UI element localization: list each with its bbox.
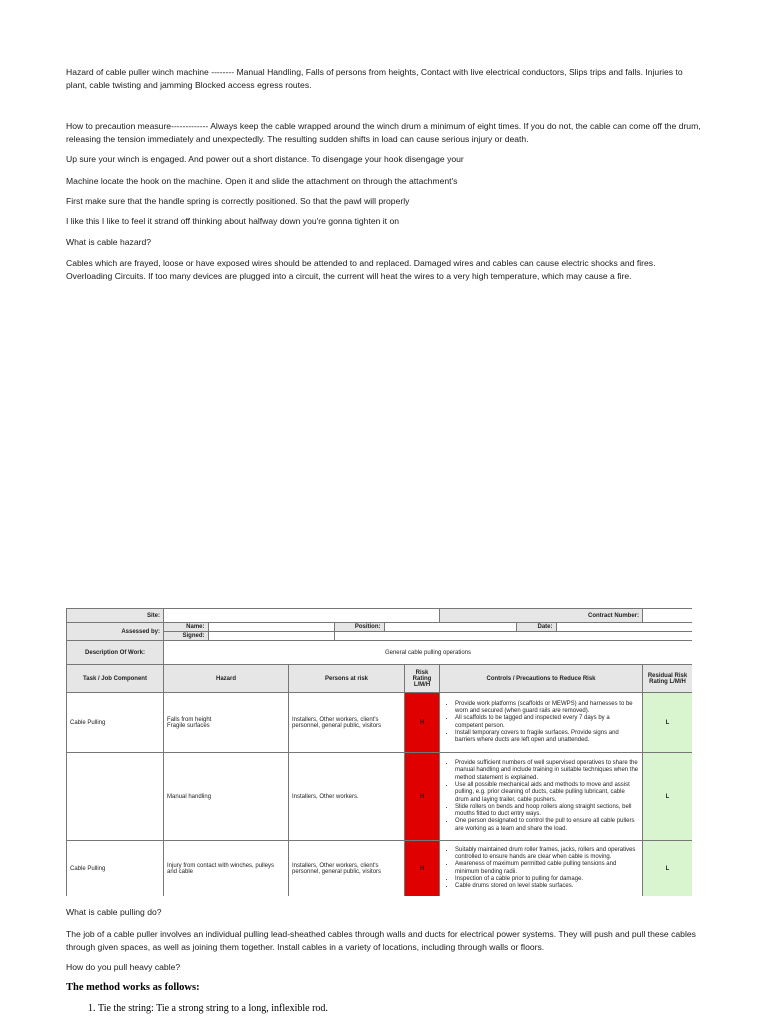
- control-item: • All scaffolds to be tagged and inspected every 7 days by a competent person.: [455, 715, 639, 730]
- heavy-cable-question: How do you pull heavy cable?: [66, 962, 181, 972]
- row-controls: [440, 841, 643, 897]
- date-label: Date:: [516, 623, 556, 632]
- header-persons: Persons at risk: [289, 665, 405, 693]
- table-row: [67, 693, 693, 753]
- control-item: • Provide sufficient numbers of well supervised operatives to share the manual handling and include training in suitable techniques when the method statement is explained.: [455, 760, 639, 782]
- control-item: • Suitably maintained drum roller frames, jacks, rollers and operatives controlled to ensure hands are clear when cable is moving.: [455, 847, 639, 862]
- control-item: • Use all possible mechanical aids and methods to move and assist pulling, e.g. prior cleaning of ducts, cable pulling lubricant, cable drum and laying trailer, cable pushers.: [455, 782, 639, 804]
- cable-pulling-answer: The job of a cable puller involves an individual pulling lead-sheathed cables through walls and ducts for electrical power systems. They will push and pull these cables through given spaces, as well as joining them together. Install cables in a variety of locations, including through walls or floors.: [66, 929, 696, 952]
- control-item: • Install temporary covers to fragile surfaces. Provide signs and barriers where ducts are left open and unattended.: [455, 730, 639, 745]
- method-list: [80, 1003, 328, 1014]
- name-field[interactable]: [208, 623, 334, 632]
- row-residual-rating: L: [643, 841, 692, 897]
- row-hazard: Falls from height Fragile surfaces: [164, 693, 289, 753]
- date-field[interactable]: [556, 623, 692, 632]
- signed-label: Signed:: [164, 632, 208, 641]
- row-risk-rating: H: [405, 753, 440, 841]
- cable-hazard-question: What is cable hazard?: [66, 237, 152, 247]
- locate-hook-paragraph: Machine locate the hook on the machine. Open it and slide the attachment on through the attachment's: [66, 176, 458, 186]
- row-hazard: Injury from contact with winches, pulleys and cable: [164, 841, 289, 897]
- header-risk: Risk Rating L/M/H: [405, 665, 440, 693]
- row-controls: [440, 693, 643, 753]
- description-value: General cable pulling operations: [164, 641, 693, 665]
- site-value[interactable]: [164, 609, 440, 623]
- row-hazard: Manual handling: [164, 753, 289, 841]
- control-item: • Awareness of maximum permitted cable pulling tensions and minimum bending radii.: [455, 861, 639, 876]
- control-item: • Slide rollers on bends and hoop rollers along straight sections, bell mouths fitted to duct entry ways.: [455, 804, 639, 819]
- row-task: Cable Pulling: [67, 841, 164, 897]
- row-risk-rating: H: [405, 693, 440, 753]
- risk-assessment-table: [66, 608, 692, 896]
- control-item: • Inspection of a cable prior to pulling for damage.: [455, 876, 639, 883]
- row-persons: Installers, Other workers, client's personnel, general public, visitors: [289, 693, 405, 753]
- header-controls: Controls / Precautions to Reduce Risk: [440, 665, 643, 693]
- row-task: Cable Pulling: [67, 693, 164, 753]
- assessed-by-label: Assessed by:: [67, 623, 164, 641]
- header-residual: Residual Risk Rating L/M/H: [643, 665, 692, 693]
- handle-spring-paragraph: First make sure that the handle spring is correctly positioned. So that the pawl will properly: [66, 196, 410, 206]
- risk-table: [66, 608, 692, 896]
- site-label: Site:: [67, 609, 164, 623]
- method-item: 1. Tie the string: Tie a strong string to a long, inflexible rod.: [98, 1003, 328, 1014]
- row-residual-rating: L: [643, 753, 692, 841]
- control-item: • One person designated to control the pull to ensure all cable pullers are working as a team and share the load.: [455, 818, 639, 833]
- cable-pulling-question: What is cable pulling do?: [66, 907, 162, 917]
- row-residual-rating: L: [643, 693, 692, 753]
- row-persons: Installers, Other workers, client's personnel, general public, visitors: [289, 841, 405, 897]
- row-persons: Installers, Other workers.: [289, 753, 405, 841]
- method-heading: The method works as follows:: [66, 982, 200, 993]
- row-task: [67, 753, 164, 841]
- header-task: Task / Job Component: [67, 665, 164, 693]
- header-hazard: Hazard: [164, 665, 289, 693]
- table-row: [67, 753, 693, 841]
- contract-label: Contract Number:: [440, 609, 643, 623]
- table-row: [67, 841, 693, 897]
- hazard-paragraph: Hazard of cable puller winch machine -------- Manual Handling, Falls of persons from heights, Contact with live electrical conductors, Slips trips and falls. Injuries to plant, cable twisting and jamming Blocked access egress routes.: [66, 67, 683, 90]
- winch-engage-paragraph: Up sure your winch is engaged. And power out a short distance. To disengage your hook disengage your: [66, 154, 464, 164]
- strand-paragraph: I like this I like to feel it strand off thinking about halfway down you're gonna tighten it on: [66, 216, 400, 226]
- signed-field[interactable]: [208, 632, 334, 641]
- name-label: Name:: [164, 623, 208, 632]
- control-item: • Provide work platforms (scaffolds or MEWPS) and harnesses to be worn and secured (when guard rails are removed).: [455, 701, 639, 716]
- cable-hazard-answer: Cables which are frayed, loose or have exposed wires should be attended to and replaced. Damaged wires and cables can cause electric shocks and fires. Overloading Circuits. If too many devices are plugged into a circuit, the current will heat the wires to a very high temperature, which may cause a fire.: [66, 258, 656, 281]
- position-field[interactable]: [384, 623, 516, 632]
- assessed-by-cell: [164, 623, 693, 641]
- row-controls: [440, 753, 643, 841]
- row-risk-rating: H: [405, 841, 440, 897]
- description-label: Description Of Work:: [67, 641, 164, 665]
- precaution-paragraph: How to precaution measure------------- Always keep the cable wrapped around the winch drum a minimum of eight times. If you do not, the cable can come off the drum, releasing the tension immediately and unexpectedly. The resulting sudden shifts in load can cause serious injury or death.: [66, 121, 701, 144]
- contract-value[interactable]: [643, 609, 692, 623]
- control-item: • Cable drums stored on level stable surfaces.: [455, 883, 639, 890]
- position-label: Position:: [334, 623, 384, 632]
